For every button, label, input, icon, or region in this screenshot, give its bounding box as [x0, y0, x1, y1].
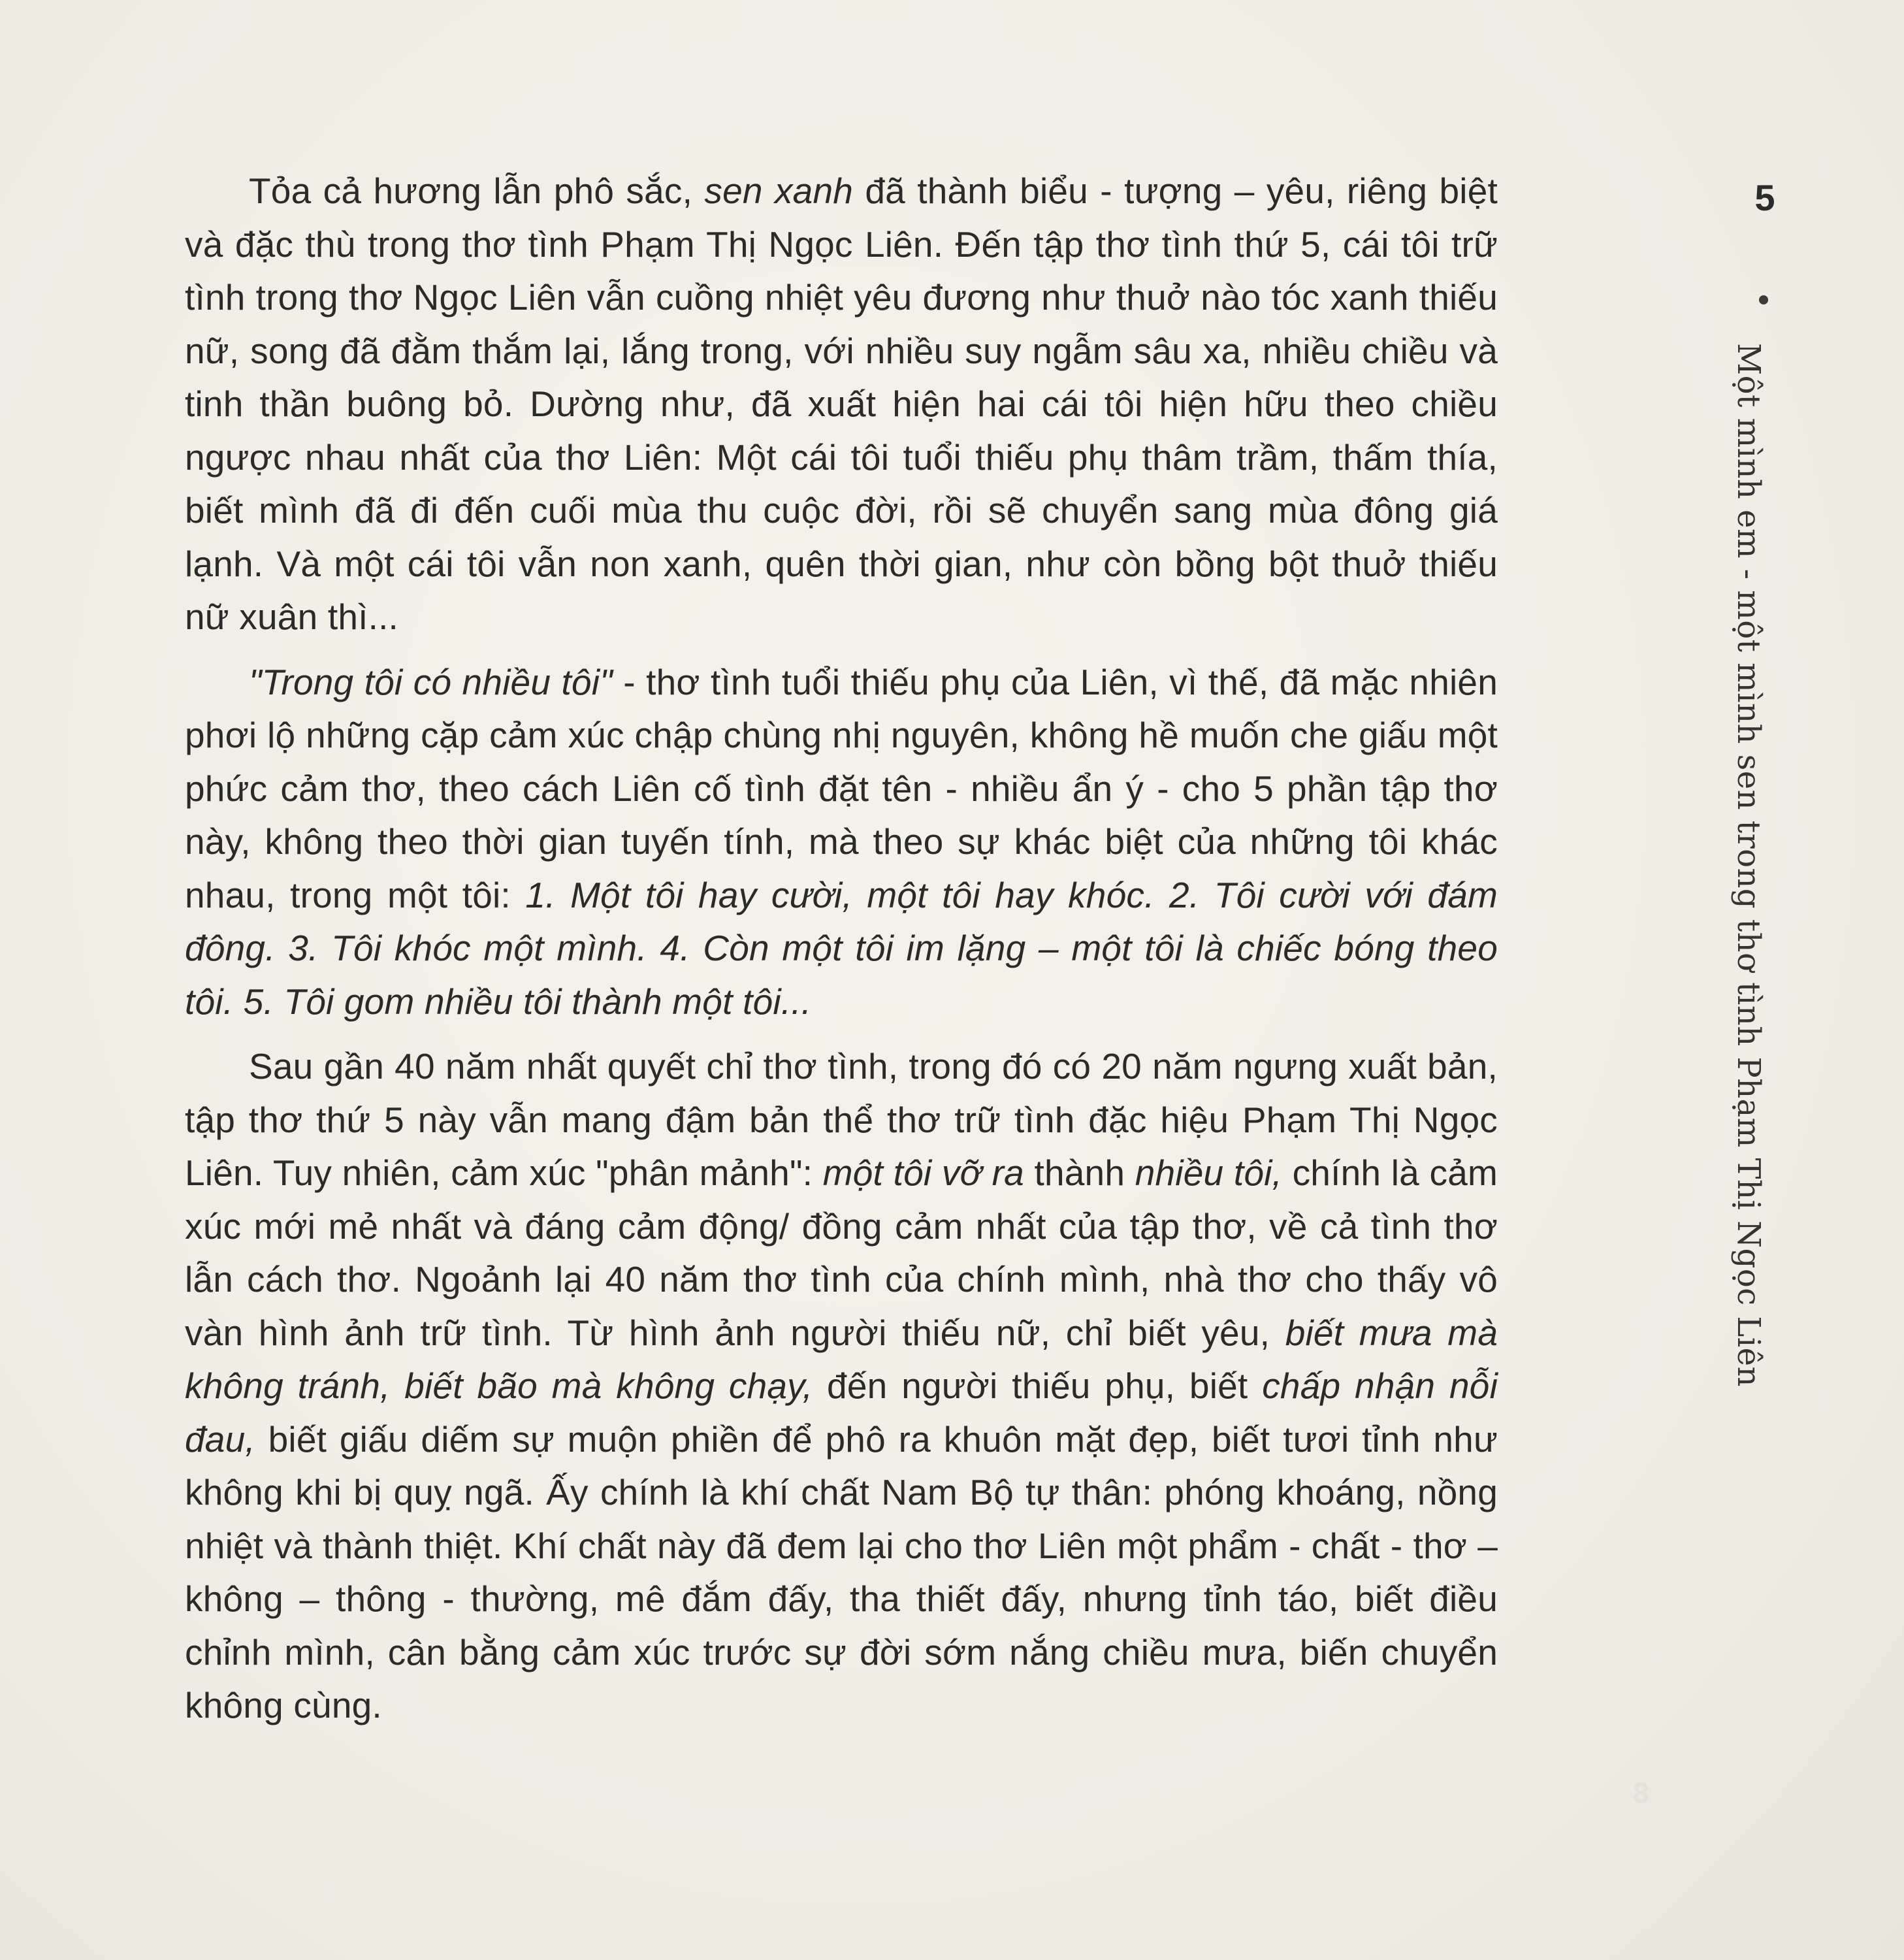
italic-run: một tôi vỡ ra: [822, 1152, 1024, 1193]
text-run: - thơ tình tuổi thiếu phụ của Liên, vì thế, đã mặc nhiên phơi lộ những cặp cảm xúc chập chùng nhị nguyên, không hề muốn che giấu một phức cảm thơ, theo cách Liên cố tình đặt tên - nhiều ẩn ý - cho 5 phần tập thơ này, không theo thời gian tuyến tính, mà theo sự khác biệt của những tôi khác nhau, trong một tôi:: [185, 661, 1498, 915]
show-through-page-number: 8: [1633, 1777, 1649, 1809]
italic-run: chấp nhận nỗi đau,: [185, 1365, 1498, 1460]
page-number: 5: [1754, 177, 1775, 218]
text-run: thành: [1024, 1152, 1135, 1193]
paragraph-1: [185, 165, 1498, 644]
text-run: Tỏa cả hương lẫn phô sắc,: [249, 171, 705, 211]
text-run: biết giấu diếm sự muộn phiền để phô ra khuôn mặt đẹp, biết tươi tỉnh như không khi bị quỵ ngã. Ấy chính là khí chất Nam Bộ tự thân: phóng khoáng, nồng nhiệt và thành thiệt. Khí chất này đã đem lại cho thơ Liên một phẩm - chất - thơ – không – thông - thường, mê đắm đấy, tha thiết đấy, nhưng tỉnh táo, biết điều chỉnh mình, cân bằng cảm xúc trước sự đời sớm nắng chiều mưa, biến chuyển không cùng.: [185, 1418, 1498, 1725]
text-run: đã thành biểu - tượng – yêu, riêng biệt và đặc thù trong thơ tình Phạm Thị Ngọc Liên. Đến tập thơ tình thứ 5, cái tôi trữ tình trong thơ Ngọc Liên vẫn cuồng nhiệt yêu đương như thuở nào tóc xanh thiếu nữ, song đã đằm thắm lại, lắng trong, với nhiều suy ngẫm sâu xa, nhiều chiều và tinh thần buông bỏ. Dường như, đã xuất hiện hai cái tôi hiện hữu theo chiều ngược nhau nhất của thơ Liên: Một cái tôi tuổi thiếu phụ thâm trầm, thấm thía, biết mình đã đi đến cuối mùa thu cuộc đời, rồi sẽ chuyển sang mùa đông giá lạnh. Và một cái tôi vẫn non xanh, quên thời gian, như còn bồng bột thuở thiếu nữ xuân thì...: [185, 171, 1498, 637]
text-run: chính là cảm xúc mới mẻ nhất và đáng cảm động/ đồng cảm nhất của tập thơ, về cả tình thơ lẫn cách thơ. Ngoảnh lại 40 năm thơ tình của chính mình, nhà thơ cho thấy vô vàn hình ảnh trữ tình. Từ hình ảnh người thiếu nữ, chỉ biết yêu,: [185, 1152, 1498, 1353]
italic-run: 1. Một tôi hay cười, một tôi hay khóc. 2. Tôi cười với đám đông. 3. Tôi khóc một mình. 4. Còn một tôi im lặng – một tôi là chiếc bóng theo tôi. 5. Tôi gom nhiều tôi thành một tôi...: [185, 874, 1498, 1022]
italic-run: nhiều tôi,: [1135, 1152, 1283, 1193]
paragraph-2: [185, 656, 1498, 1029]
italic-run: "Trong tôi có nhiều tôi": [249, 661, 613, 702]
bullet-dot-icon: [1759, 295, 1768, 304]
running-header: Một mình em - một mình sen trong thơ tình Phạm Thị Ngọc Liên: [1730, 343, 1767, 1387]
text-run: Sau gần 40 năm nhất quyết chỉ thơ tình, trong đó có 20 năm ngưng xuất bản, tập thơ thứ 5 này vẫn mang đậm bản thể thơ trữ tình đặc hiệu Phạm Thị Ngọc Liên. Tuy nhiên, cảm xúc "phân mảnh":: [185, 1046, 1498, 1193]
body-text: [185, 165, 1498, 1744]
paragraph-3: [185, 1040, 1498, 1733]
italic-run: sen xanh: [704, 171, 854, 211]
text-run: đến người thiếu phụ, biết: [813, 1365, 1263, 1406]
italic-run: biết mưa mà không tránh, biết bão mà không chạy,: [185, 1312, 1498, 1406]
